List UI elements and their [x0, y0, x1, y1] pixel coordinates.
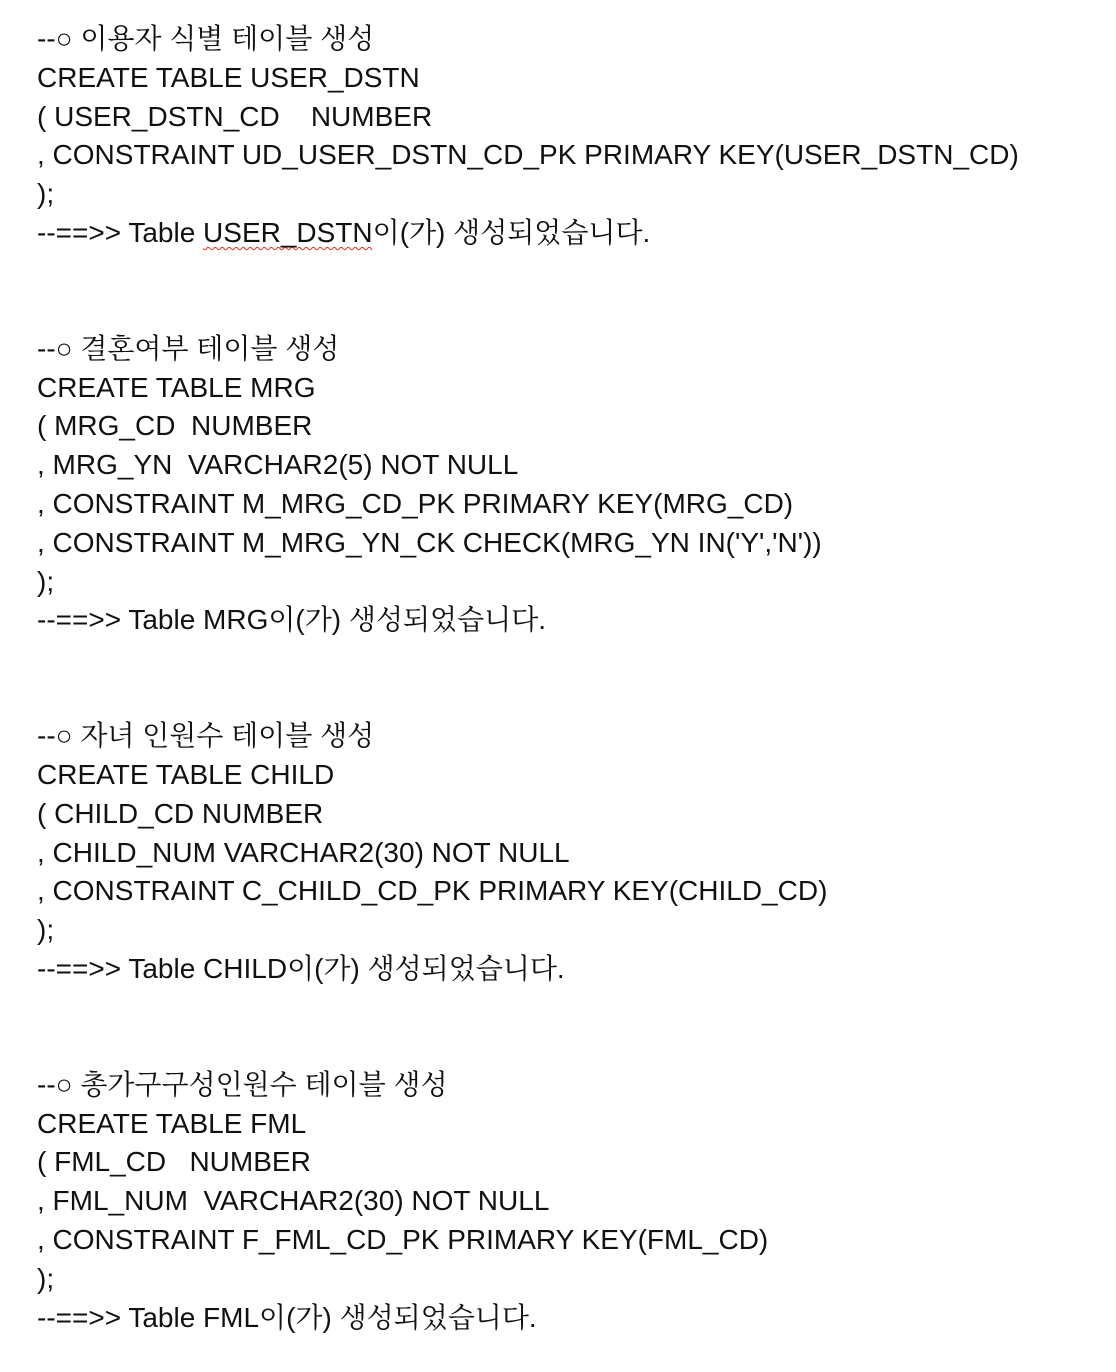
result-table-name: FML	[203, 1301, 260, 1333]
code-line: ( CHILD_CD NUMBER	[37, 797, 324, 829]
code-line: );	[37, 1262, 55, 1294]
sql-block-mrg	[37, 330, 1106, 640]
result-prefix: --==>> Table	[37, 1301, 204, 1333]
result-line	[37, 214, 1106, 253]
result-suffix: 이(가) 생성되었습니다.	[259, 1301, 537, 1333]
section-comment: --○ 이용자 식별 테이블 생성	[37, 23, 375, 54]
code-line: CREATE TABLE CHILD	[37, 758, 335, 790]
result-suffix: 이(가) 생성되었습니다.	[372, 216, 651, 248]
code-line: , FML_NUM VARCHAR2(30) NOT NULL	[37, 1185, 550, 1217]
code-line: CREATE TABLE FML	[37, 1107, 307, 1139]
code-line: CREATE TABLE USER_DSTN	[37, 61, 420, 93]
section-comment: --○ 자녀 인원수 테이블 생성	[37, 720, 375, 752]
code-line: , CONSTRAINT M_MRG_CD_PK PRIMARY KEY(MRG_CD)	[37, 487, 794, 519]
result-table-name: USER_DSTN	[203, 216, 373, 248]
sql-block-user-dstn	[37, 20, 1106, 253]
result-prefix: --==>> Table	[37, 604, 204, 636]
result-suffix: 이(가) 생성되었습니다.	[287, 952, 565, 984]
code-line: , CONSTRAINT C_CHILD_CD_PK PRIMARY KEY(CHILD_CD)	[37, 875, 828, 907]
code-line: );	[37, 565, 55, 597]
section-comment: --○ 총가구구성인원수 테이블 생성	[37, 1068, 448, 1100]
result-line	[37, 1299, 1106, 1338]
result-suffix: 이(가) 생성되었습니다.	[268, 604, 547, 636]
code-line: , CONSTRAINT M_MRG_YN_CK CHECK(MRG_YN IN('Y','N'))	[37, 526, 822, 558]
code-line: );	[37, 914, 55, 946]
sql-block-fml	[37, 1066, 1106, 1338]
code-line: , CHILD_NUM VARCHAR2(30) NOT NULL	[37, 836, 570, 868]
result-prefix: --==>> Table	[37, 216, 204, 248]
document-body	[37, 20, 1106, 1337]
code-line: , CONSTRAINT F_FML_CD_PK PRIMARY KEY(FML_CD)	[37, 1223, 769, 1255]
section-comment: --○ 결혼여부 테이블 생성	[37, 332, 340, 364]
code-line: , CONSTRAINT UD_USER_DSTN_CD_PK PRIMARY KEY(USER_DSTN_CD)	[37, 139, 1019, 171]
result-line	[37, 601, 1106, 640]
code-line: CREATE TABLE MRG	[37, 371, 316, 403]
result-table-name: MRG	[203, 604, 269, 636]
sql-block-child	[37, 717, 1106, 989]
code-line: ( FML_CD NUMBER	[37, 1146, 311, 1178]
code-line: );	[37, 178, 55, 210]
result-table-name: CHILD	[203, 952, 288, 984]
code-line: ( USER_DSTN_CD NUMBER	[37, 100, 433, 132]
code-line: , MRG_YN VARCHAR2(5) NOT NULL	[37, 449, 519, 481]
code-line: ( MRG_CD NUMBER	[37, 410, 313, 442]
result-line	[37, 950, 1106, 989]
result-prefix: --==>> Table	[37, 952, 204, 984]
